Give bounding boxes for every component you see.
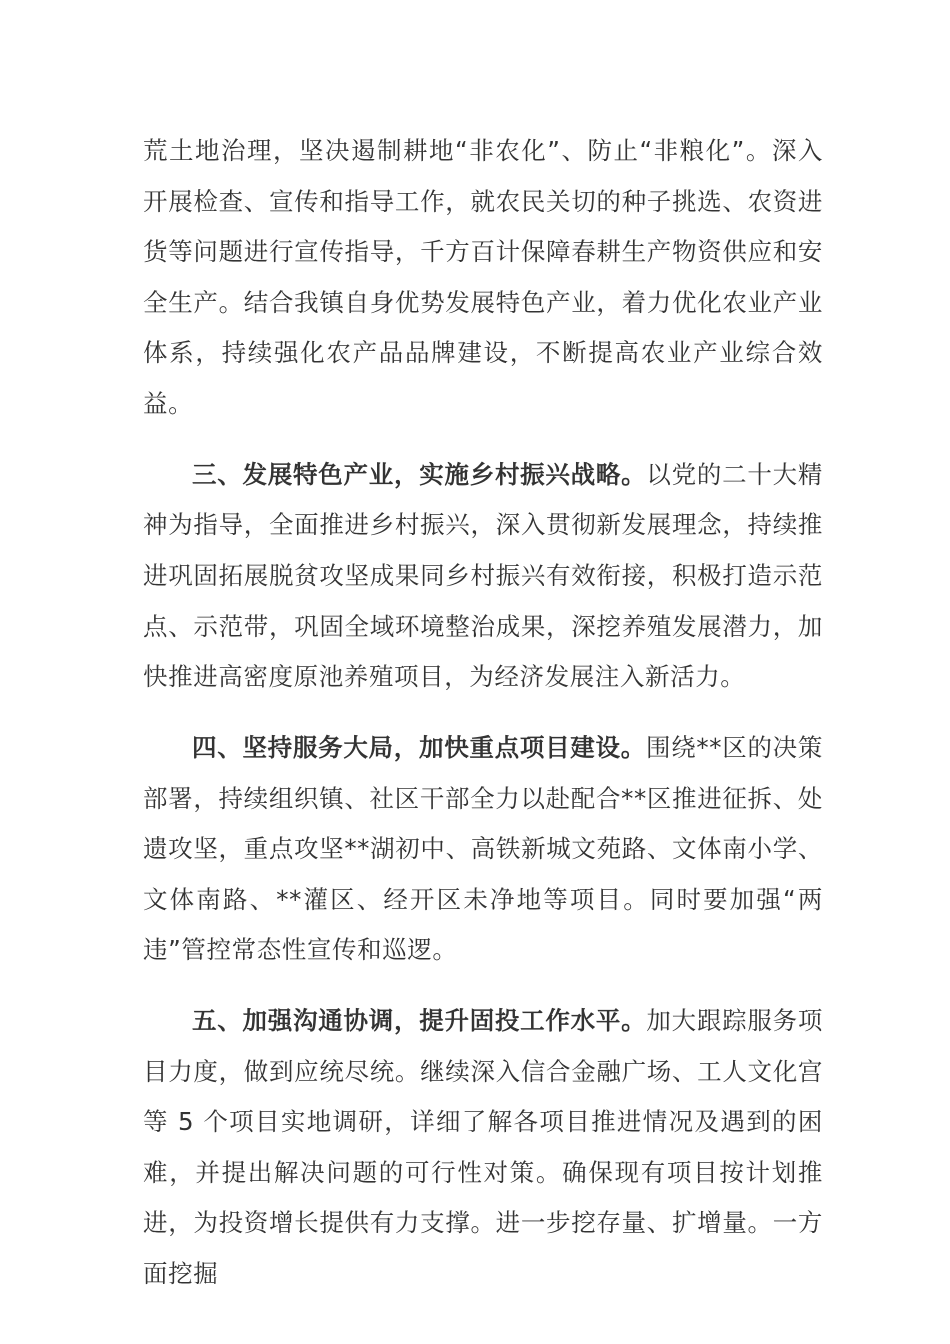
paragraph-text: 荒土地治理，坚决遏制耕地“非农化”、防止“非粮化”。深入开展检查、宣传和指导工作，就农民关切的种子挑选、农资进货等问题进行宣传指导，千方百计保障春耕生产物资供应和安全生产。结合我镇自身优势发展特色产业，着力优化农业产业体系，持续强化农产品品牌建设，不断提高农业产业综合效益。 [143,136,823,418]
section-heading: 三、发展特色产业，实施乡村振兴战略。 [192,459,647,489]
paragraph-section-4 [143,723,823,976]
paragraph-section-3 [143,450,823,703]
paragraph-section-5 [143,996,823,1300]
section-heading: 四、坚持服务大局，加快重点项目建设。 [192,732,646,762]
paragraph-continued [143,126,823,430]
document-body [143,126,823,1320]
paragraph-text: 加大跟踪服务项目力度，做到应统尽统。继续深入信合金融广场、工人文化宫等 5 个项目实地调研，详细了解各项目推进情况及遇到的困难，并提出解决问题的可行性对策。确保现有项目按计划推进，为投资增长提供有力支撑。进一步挖存量、扩增量。一方面挖掘 [143,1006,823,1289]
paragraph-text: 围绕**区的决策部署，持续组织镇、社区干部全力以赴配合**区推进征拆、处遗攻坚，重点攻坚**湖初中、高铁新城文苑路、文体南小学、文体南路、**灌区、经开区未净地等项目。同时要加强“两违”管控常态性宣传和巡逻。 [143,732,823,965]
section-heading: 五、加强沟通协调，提升固投工作水平。 [192,1006,647,1036]
paragraph-text: 以党的二十大精神为指导，全面推进乡村振兴，深入贯彻新发展理念，持续推进巩固拓展脱贫攻坚成果同乡村振兴有效衔接，积极打造示范点、示范带，巩固全域环境整治成果，深挖养殖发展潜力，加快推进高密度原池养殖项目，为经济发展注入新活力。 [143,459,823,692]
